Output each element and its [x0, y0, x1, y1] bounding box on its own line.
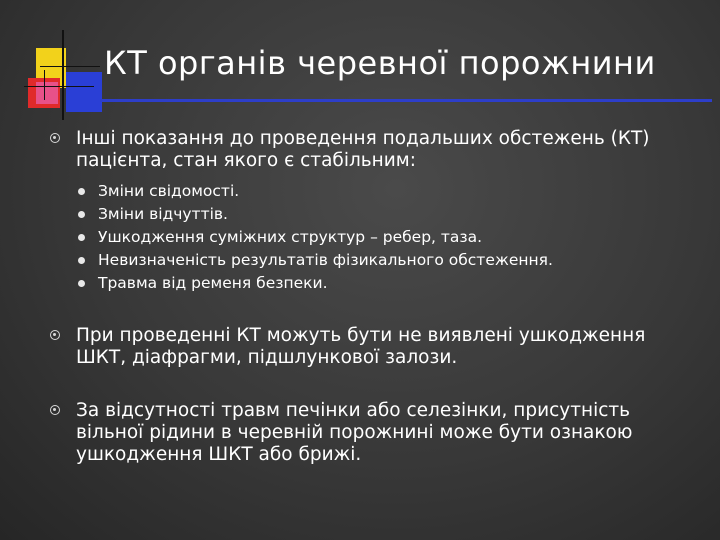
sub-bullet-text: Зміни свідомості.: [98, 182, 240, 200]
ring-bullet-icon: [50, 133, 60, 143]
title-underline: [100, 99, 712, 102]
sub-bullet-text: Ушкодження суміжних структур – ребер, таза.: [98, 228, 483, 246]
logo-line: [40, 66, 100, 67]
dot-bullet-icon: [78, 234, 85, 241]
sub-bullet-item: [76, 272, 688, 295]
sub-bullet-item: [76, 180, 688, 203]
sub-bullet-text: Травма від ременя безпеки.: [98, 274, 328, 292]
logo-line: [62, 30, 64, 120]
sub-bullet-list: [76, 180, 688, 295]
dot-bullet-icon: [78, 211, 85, 218]
slide-content: [48, 128, 688, 466]
bullet-item: [48, 325, 688, 369]
bullet-text: Інші показання до проведення подальших обстежень (КТ) пацієнта, стан якого є стабільним:: [76, 128, 650, 171]
sub-bullet-text: Зміни відчуттів.: [98, 205, 228, 223]
logo-line: [24, 86, 94, 87]
dot-bullet-icon: [78, 257, 85, 264]
sub-bullet-item: [76, 226, 688, 249]
dot-bullet-icon: [78, 188, 85, 195]
bullet-item: [48, 128, 688, 172]
dot-bullet-icon: [78, 280, 85, 287]
sub-bullet-text: Невизначеність результатів фізикального обстеження.: [98, 251, 553, 269]
bullet-text: При проведенні КТ можуть бути не виявлені ушкодження ШКТ, діафрагми, підшлункової залози.: [76, 325, 646, 368]
decorative-logo: [0, 0, 120, 120]
slide-title: КТ органів черевної порожнини: [104, 44, 656, 82]
logo-line: [44, 70, 45, 100]
bullet-item: [48, 400, 688, 466]
sub-bullet-item: [76, 203, 688, 226]
ring-bullet-icon: [50, 405, 60, 415]
sub-bullet-item: [76, 249, 688, 272]
blue-square: [66, 72, 102, 112]
ring-bullet-icon: [50, 330, 60, 340]
bullet-text: За відсутності травм печінки або селезінки, присутність вільної рідини в черевній порожнині може бути ознакою ушкодження ШКТ або брижі.: [76, 400, 633, 465]
